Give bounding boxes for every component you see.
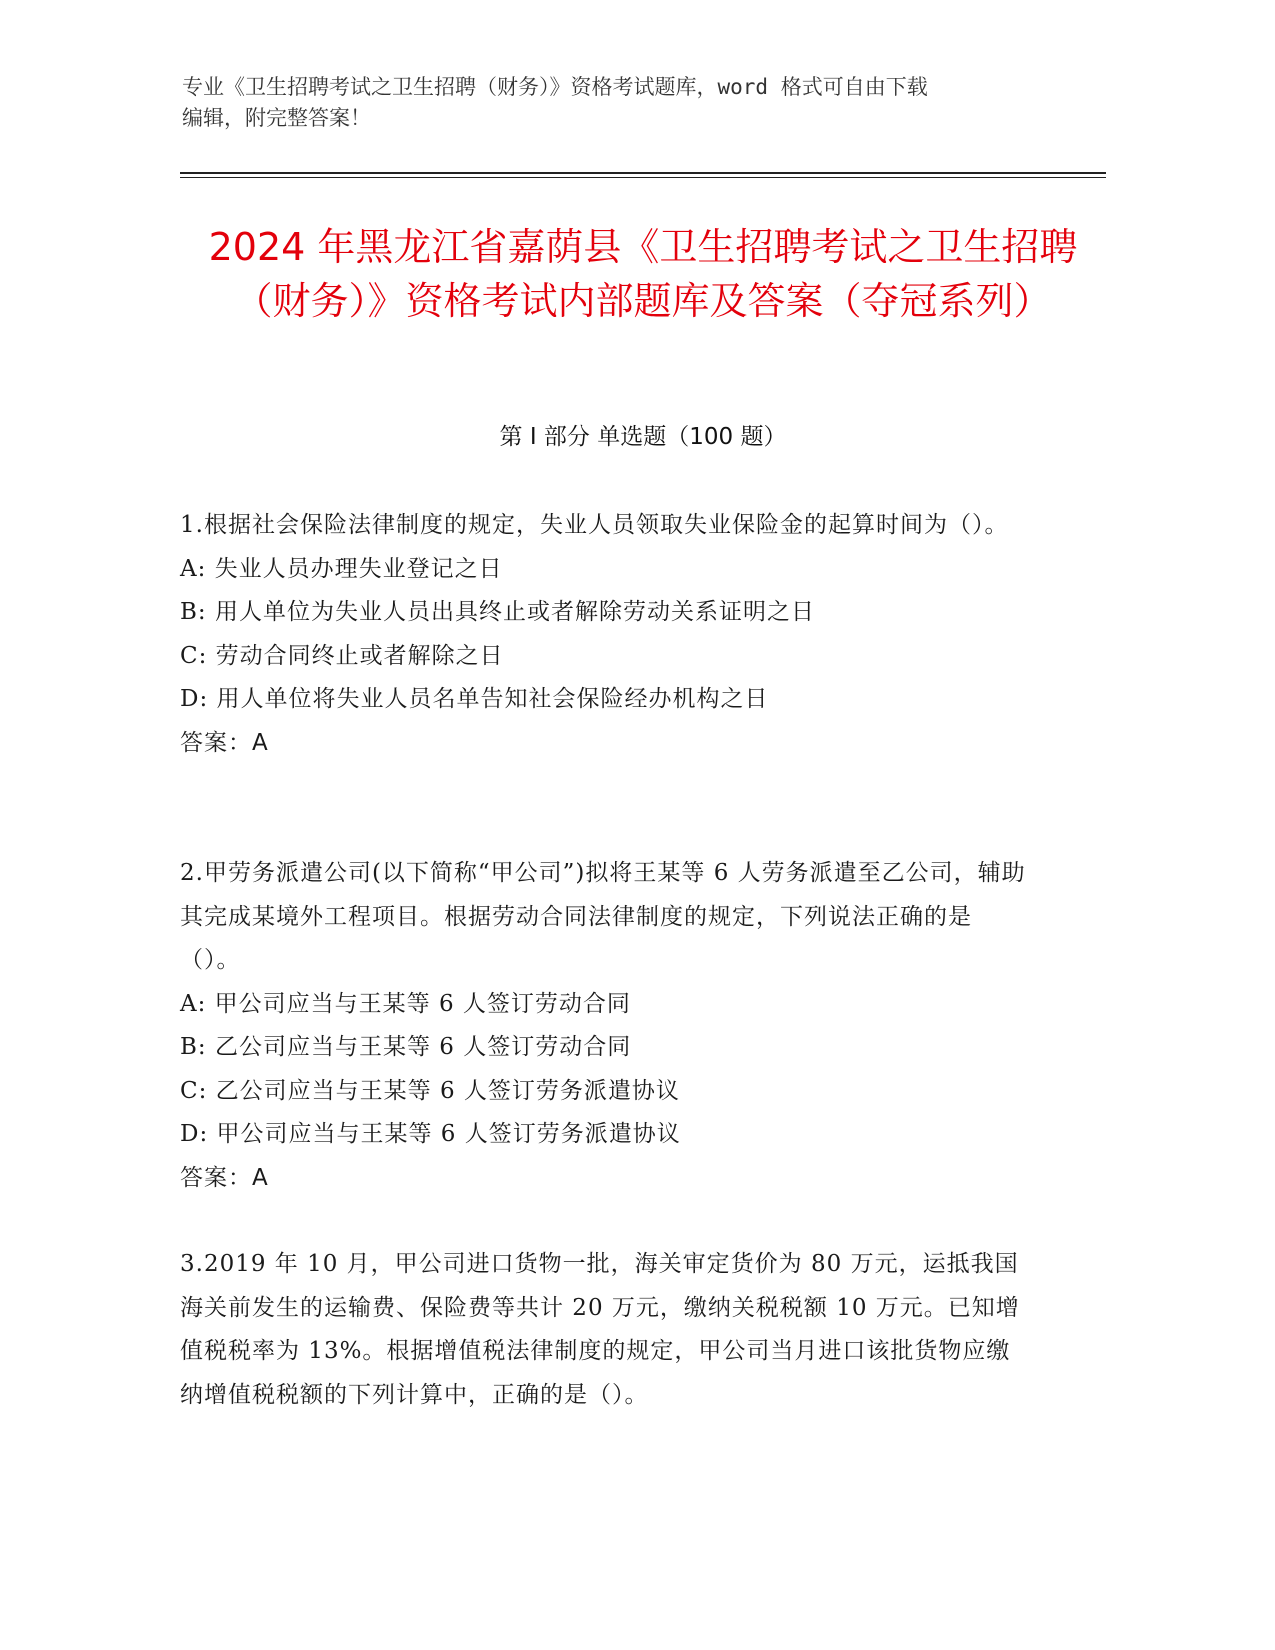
- header-note: 专业《卫生招聘考试之卫生招聘（财务）》资格考试题库，word 格式可自由下载 编辑，附完整答案！: [182, 75, 928, 130]
- answer: 答案：A: [180, 729, 269, 756]
- question-2: [180, 852, 1030, 1200]
- option-c: C: 劳动合同终止或者解除之日: [180, 642, 504, 669]
- option-b: B: 用人单位为失业人员出具终止或者解除劳动关系证明之日: [180, 599, 815, 625]
- option-d: D: 甲公司应当与王某等 6 人签订劳务派遣协议: [180, 1121, 681, 1147]
- document-title: 2024 年黑龙江省嘉荫县《卫生招聘考试之卫生招聘（财务）》资格考试内部题库及答案（夺冠系列）: [208, 225, 1078, 323]
- question-stem: 2.甲劳务派遣公司(以下简称“甲公司”)拟将王某等 6 人劳务派遣至乙公司，辅助其完成某境外工程项目。根据劳动合同法律制度的规定，下列说法正确的是（）。: [180, 860, 1026, 973]
- question-stem: 1.根据社会保险法律制度的规定，失业人员领取失业保险金的起算时间为（）。: [180, 512, 1009, 538]
- header-rule-thick: [180, 172, 1106, 174]
- option-c: C: 乙公司应当与王某等 6 人签订劳务派遣协议: [180, 1077, 680, 1104]
- option-a: A: 失业人员办理失业登记之日: [180, 555, 503, 582]
- question-stem: 3.2019 年 10 月，甲公司进口货物一批，海关审定货价为 80 万元，运抵我国海关前发生的运输费、保险费等共计 20 万元，缴纳关税税额 10 万元。已知增值税税率为 13%。根据增值税法律制度的规定，甲公司当月进口该批货物应缴纳增值税税额的下列计算中，正确的是（）。: [180, 1251, 1020, 1408]
- header-rule-thin: [180, 177, 1106, 178]
- section-title: 第 I 部分 单选题（100 题）: [499, 424, 787, 450]
- option-d: D: 用人单位将失业人员名单告知社会保险经办机构之日: [180, 686, 769, 712]
- answer: 答案：A: [180, 1164, 269, 1191]
- question-3: [180, 1243, 1030, 1417]
- question-1: [180, 504, 1030, 765]
- option-b: B: 乙公司应当与王某等 6 人签订劳动合同: [180, 1034, 632, 1060]
- option-a: A: 甲公司应当与王某等 6 人签订劳动合同: [180, 990, 631, 1017]
